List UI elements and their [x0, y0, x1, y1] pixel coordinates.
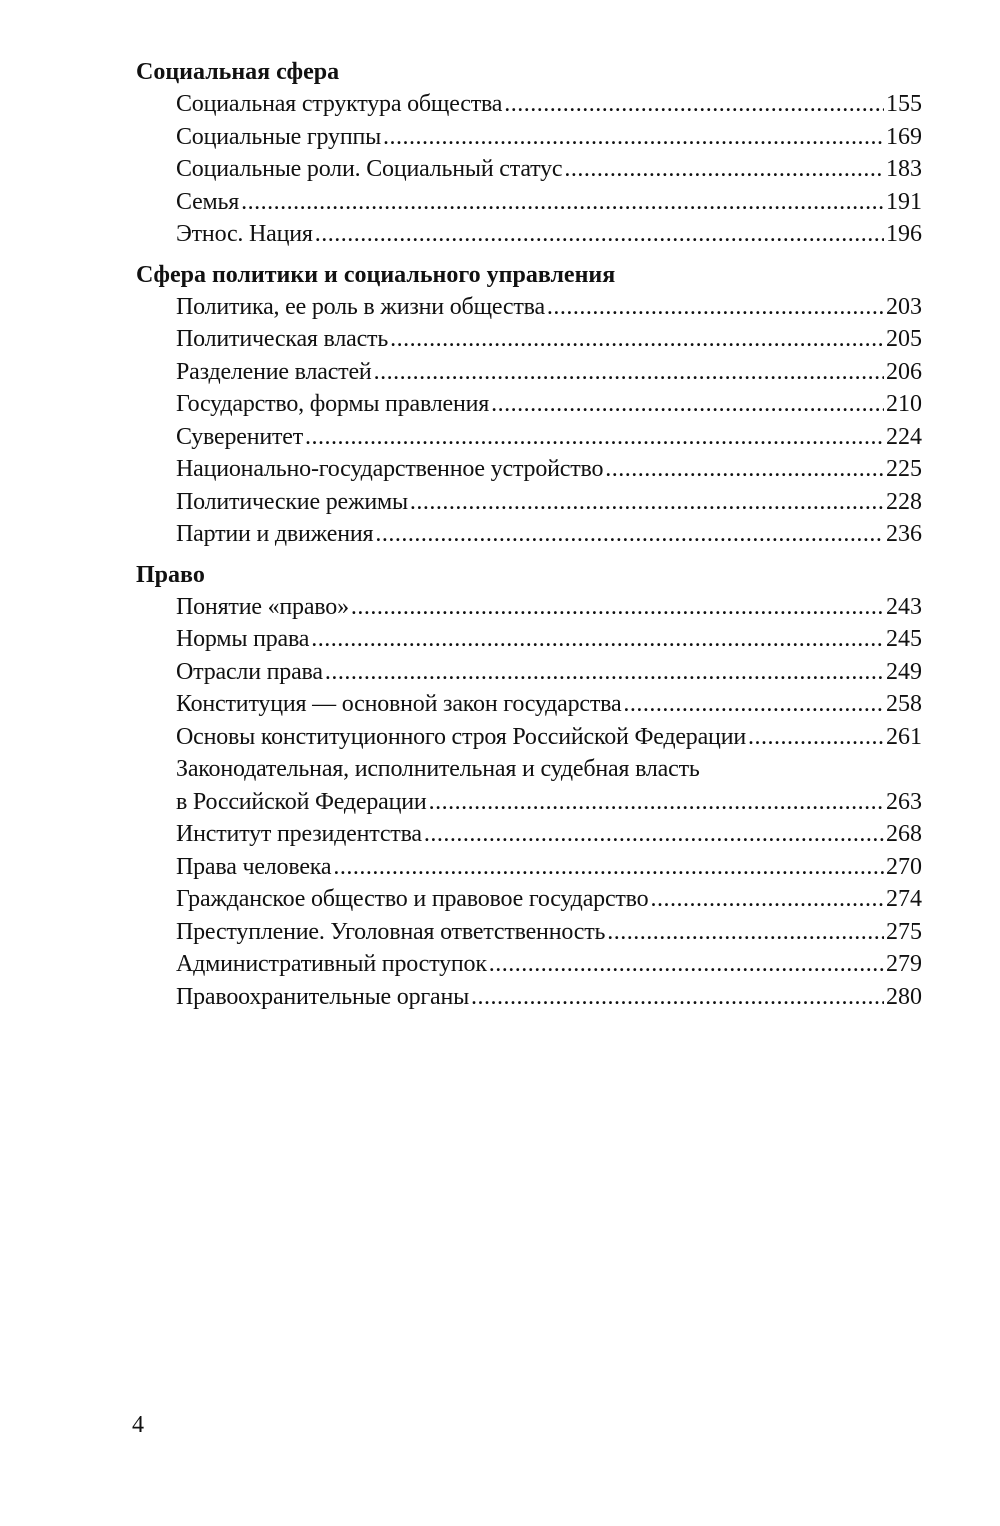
entry-page: 228 [886, 488, 922, 515]
table-of-contents [136, 56, 922, 1021]
entry-title: Семья [176, 188, 240, 215]
section-politics [136, 259, 922, 551]
entry-title: Правоохранительные органы [176, 983, 470, 1010]
entry-page: 279 [886, 951, 922, 977]
entry-title: Политические режимы [176, 488, 408, 515]
entry-title: Политика, ее роль в жизни общества [176, 293, 545, 320]
entry-page: 205 [886, 326, 922, 352]
dot-leader [547, 291, 884, 324]
dot-leader [390, 323, 884, 356]
toc-entry[interactable] [176, 291, 922, 324]
dot-leader [374, 356, 884, 389]
entry-title: Партии и движения [176, 521, 374, 547]
entry-title: Этнос. Нация [176, 221, 313, 247]
section-law [136, 559, 922, 1014]
toc-entry[interactable] [176, 518, 922, 551]
entry-page: 274 [886, 886, 922, 912]
dot-leader [351, 591, 884, 624]
dot-leader [410, 486, 884, 519]
toc-entry[interactable] [176, 356, 922, 389]
entry-title-line1: Законодательная, исполнительная и судебная власть [176, 756, 700, 782]
dot-leader [383, 121, 884, 154]
toc-entry[interactable] [176, 656, 922, 689]
toc-entry[interactable] [176, 153, 922, 186]
entry-page: 210 [886, 391, 922, 417]
entry-page: 206 [886, 358, 922, 385]
entry-title: Основы конституционного строя Российской Федерации [176, 723, 746, 750]
toc-entry[interactable] [176, 883, 922, 916]
dot-leader [241, 186, 884, 219]
entry-page: 203 [886, 293, 922, 320]
entry-page: 236 [886, 521, 922, 547]
toc-entry[interactable] [176, 916, 922, 949]
dot-leader [375, 518, 884, 551]
entry-title: Национально-государственное устройство [176, 456, 604, 482]
entry-page: 224 [886, 423, 922, 450]
entry-page: 280 [886, 983, 922, 1010]
entry-page: 196 [886, 221, 922, 247]
dot-leader [424, 818, 884, 851]
toc-entry[interactable] [176, 721, 922, 754]
dot-leader [605, 453, 884, 486]
dot-leader [311, 623, 884, 656]
entry-page: 249 [886, 658, 922, 685]
entry-title: Понятие «право» [176, 593, 349, 620]
dot-leader [429, 786, 884, 819]
entry-title: Права человека [176, 853, 332, 880]
dot-leader [607, 916, 884, 949]
dot-leader [491, 388, 884, 421]
entry-title: Конституция — основной закон государства [176, 691, 622, 717]
entry-title: Суверенитет [176, 423, 304, 450]
dot-leader [623, 688, 884, 721]
entry-page: 245 [886, 626, 922, 652]
entry-title: Административный проступок [176, 951, 487, 977]
dot-leader [305, 421, 884, 454]
entry-title: Политическая власть [176, 326, 389, 352]
entry-title: Разделение властей [176, 358, 372, 385]
toc-entry[interactable] [176, 851, 922, 884]
entry-page: 225 [886, 456, 922, 482]
entry-page: 263 [886, 788, 922, 815]
entry-page: 275 [886, 918, 922, 945]
dot-leader [315, 218, 884, 251]
toc-entry[interactable] [176, 753, 922, 818]
entry-page: 169 [886, 123, 922, 150]
entry-page: 261 [886, 723, 922, 750]
entry-page: 155 [886, 91, 922, 117]
toc-entry[interactable] [176, 218, 922, 251]
entry-title-line2: в Российской Федерации [176, 788, 427, 815]
toc-entry[interactable] [176, 486, 922, 519]
toc-entry[interactable] [176, 88, 922, 121]
toc-entry[interactable] [176, 981, 922, 1014]
dot-leader [489, 948, 884, 981]
toc-entry[interactable] [176, 453, 922, 486]
toc-entry[interactable] [176, 323, 922, 356]
entry-title: Социальные группы [176, 123, 382, 150]
toc-entry[interactable] [176, 186, 922, 219]
entry-page: 270 [886, 853, 922, 880]
entry-title: Отрасли права [176, 658, 323, 685]
toc-entry[interactable] [176, 688, 922, 721]
entry-title: Социальные роли. Социальный статус [176, 156, 563, 182]
entry-title: Преступление. Уголовная ответственность [176, 918, 606, 945]
section-social [136, 56, 922, 251]
toc-entry[interactable] [176, 121, 922, 154]
dot-leader [650, 883, 884, 916]
toc-entry[interactable] [176, 421, 922, 454]
section-title: Сфера политики и социального управления [136, 261, 616, 288]
page-number: 4 [132, 1412, 144, 1438]
toc-entry[interactable] [176, 623, 922, 656]
entry-title: Нормы права [176, 626, 310, 652]
entry-title: Гражданское общество и правовое государство [176, 886, 649, 912]
section-title: Право [136, 561, 205, 588]
toc-entry[interactable] [176, 591, 922, 624]
entry-page: 183 [886, 156, 922, 182]
entry-page: 258 [886, 691, 922, 717]
dot-leader [471, 981, 884, 1014]
entry-page: 243 [886, 593, 922, 620]
dot-leader [333, 851, 884, 884]
entry-title: Социальная структура общества [176, 91, 503, 117]
toc-entry[interactable] [176, 388, 922, 421]
entry-page: 191 [886, 188, 922, 215]
entry-title: Государство, формы правления [176, 391, 490, 417]
toc-entry[interactable] [176, 948, 922, 981]
entry-title: Институт президентства [176, 821, 422, 847]
entry-page: 268 [886, 821, 922, 847]
dot-leader [564, 153, 884, 186]
dot-leader [748, 721, 884, 754]
dot-leader [325, 656, 884, 689]
section-title: Социальная сфера [136, 59, 340, 85]
toc-entry[interactable] [176, 818, 922, 851]
dot-leader [504, 88, 884, 121]
